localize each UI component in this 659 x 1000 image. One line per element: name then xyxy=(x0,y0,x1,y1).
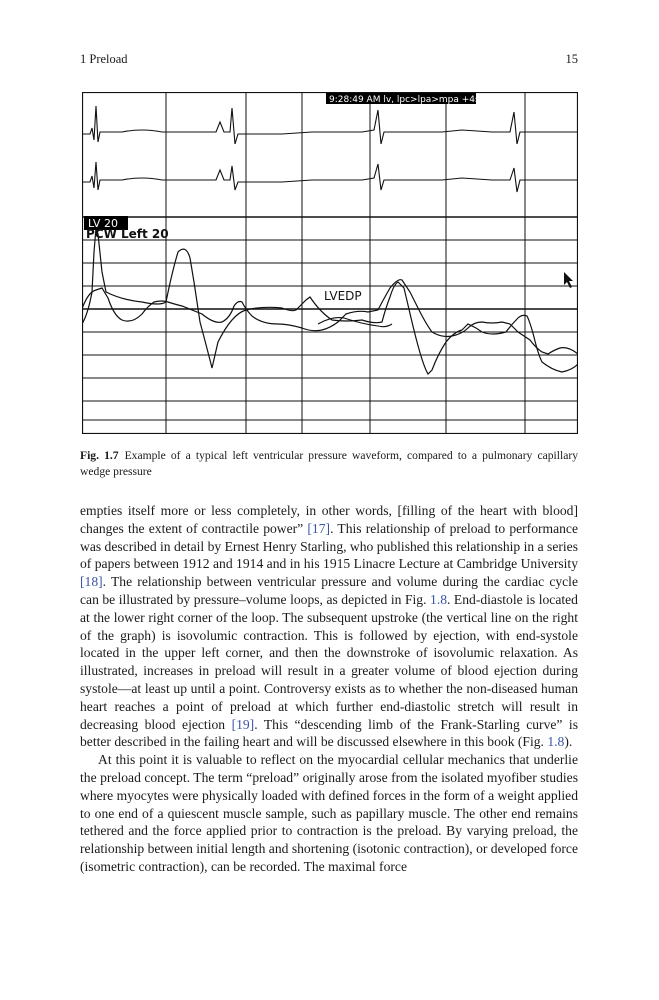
citation-link[interactable]: [18] xyxy=(80,574,103,590)
figure-link[interactable]: 1.8 xyxy=(547,734,565,750)
citation-link[interactable]: [17] xyxy=(307,520,331,536)
page-number: 15 xyxy=(565,52,578,66)
pcw-trace-label: PCW Left 20 xyxy=(86,227,169,241)
paragraph-1-text: . This relationship of preload to performance was described in detail by Ernest Henry Starling, who published this relationship in a series of papers between 1912 and 1914 and in his 1915 Linacre Lecture at Cambridge University xyxy=(80,520,579,572)
figure-label: Fig. 1.7 xyxy=(80,449,119,462)
lv-trace-label: LV 20 xyxy=(88,217,118,230)
paragraph-1-text: . End-diastole is located at the lower right corner of the loop. The subsequent upstroke (the vertical line on the right of the graph) is isovolumic contraction. This is followed by ejection, with end-systole located in the upper left corner, and then the downstroke of isovolumic relaxation. As illustrated, increases in preload will result in a greater volume of blood ejection during systole—at least up until a point. Controversy exists as to whether the non-diseased human heart reaches a point of preload at which further end-diastolic stretch will result in decreasing blood ejection xyxy=(80,591,578,732)
chapter-title: 1 Preload xyxy=(80,52,128,66)
caption-text: Example of a typical left ventricular pressure waveform, compared to a pulmonary capillary wedge pressure xyxy=(80,449,578,478)
paragraph-1-text: ). xyxy=(564,734,573,750)
paragraph-1-text: . This “descending limb of the Frank-Starling curve” is better described in the failing heart and will be discussed elsewhere in this book (Fig. xyxy=(80,716,578,750)
running-head xyxy=(80,52,578,70)
monitor-header-text: 9:28:49 AM lv, lpc>lpa>mpa +4s xyxy=(329,95,480,105)
paragraph-1-text: empties itself more or less completely, in other words, [filling of the heart with blood] changes the extent of contractile power” xyxy=(80,503,578,536)
figure-caption xyxy=(80,448,578,480)
citation-link[interactable]: [19] xyxy=(231,716,255,732)
paragraph-2: At this point it is valuable to reflect on the myocardial cellular mechanics that underlie the preload concept. The term “preload” originally arose from the isolated myofiber studies where myocytes were physically loaded with defined forces in the form of a weight applied to one end of a quiescent muscle sample, such as papillary muscle. The other end remains tethered and the force applied prior to contraction is the preload. By varying preload, the relationship between initial length and shortening (isotonic contraction), or developed force (isometric contraction), can be recorded. The maximal force xyxy=(80,752,578,874)
pressure-waveform-figure xyxy=(82,92,578,434)
paragraph-1 xyxy=(80,502,578,751)
body-text xyxy=(80,502,578,876)
figure-link[interactable]: 1.8 xyxy=(430,591,448,607)
lvedp-annotation: LVEDP xyxy=(324,289,362,303)
paragraph-1-text: . The relationship between ventricular pressure and volume during the cardiac cycle can be illustrated by pressure–volume loops, as depicted in Fig. xyxy=(80,574,578,607)
